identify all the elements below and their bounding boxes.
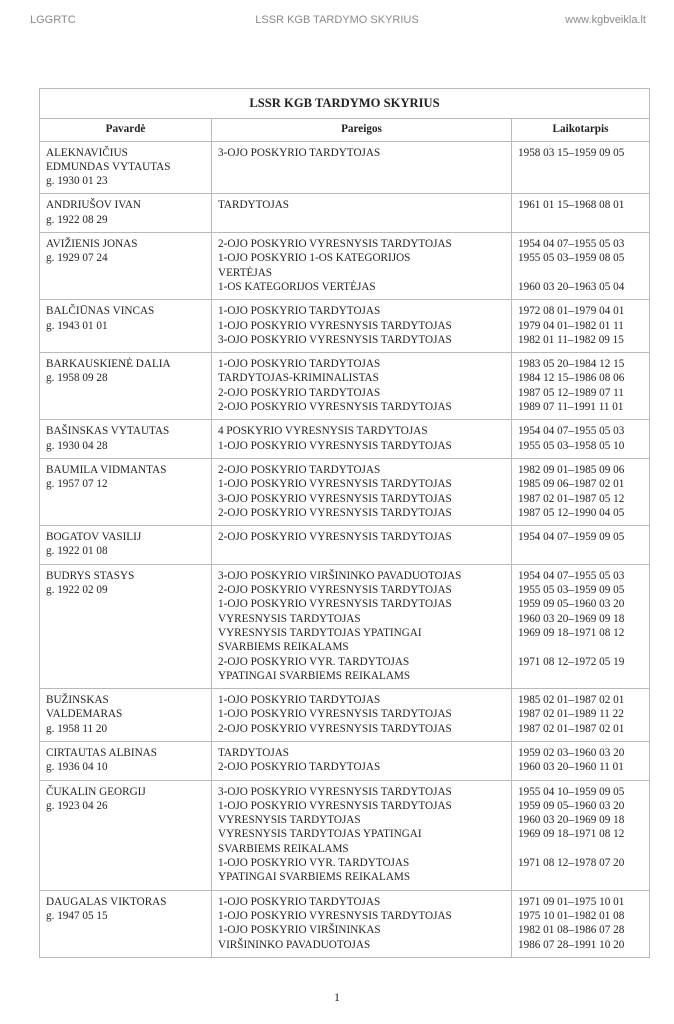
duties-cell	[212, 233, 512, 300]
header-right-text: www.kgbveikla.lt	[565, 14, 646, 26]
period-line	[518, 669, 645, 683]
page-number: 1	[334, 990, 340, 1004]
header-left-text: LGGRTC	[30, 14, 76, 26]
table-row	[40, 564, 650, 688]
period-cell	[512, 741, 650, 780]
period-line: 1986 07 28–1991 10 20	[518, 938, 625, 951]
page-header	[0, 14, 674, 32]
duties-line: 2-OJO POSKYRIO VYRESNYSIS TARDYTOJAS	[218, 722, 452, 735]
period-line: 1982 01 08–1986 07 28	[518, 924, 625, 937]
duties-line: 2-OJO POSKYRIO TARDYTOJAS	[218, 761, 381, 774]
period-cell	[512, 780, 650, 890]
duties-line: TARDYTOJAS	[218, 746, 290, 759]
header-center-text: LSSR KGB TARDYMO SKYRIUS	[255, 14, 419, 26]
table-row	[40, 233, 650, 300]
period-line	[518, 842, 645, 856]
table-row	[40, 741, 650, 780]
duties-line: VYRESNYSIS TARDYTOJAS	[218, 612, 361, 625]
period-line: 1975 10 01–1982 01 08	[518, 909, 625, 922]
table-row	[40, 689, 650, 742]
period-line: 1954 04 07–1955 05 03	[518, 425, 625, 438]
period-line: 1955 05 03–1958 05 10	[518, 439, 625, 452]
period-line: 1987 02 01–1987 02 01	[518, 722, 625, 735]
duties-line: TARDYTOJAS	[218, 199, 290, 212]
period-cell	[512, 300, 650, 353]
name-line: ČUKALIN GEORGIJ	[46, 785, 146, 798]
name-line: DAUGALAS VIKTORAS	[46, 895, 167, 908]
period-cell	[512, 564, 650, 688]
name-line: AVIŽIENIS JONAS	[46, 238, 138, 251]
period-cell	[512, 526, 650, 565]
duties-line: 3-OJO POSKYRIO TARDYTOJAS	[218, 146, 381, 159]
duties-line: 1-OJO POSKYRIO TARDYTOJAS	[218, 358, 381, 371]
duties-line: TARDYTOJAS-KRIMINALISTAS	[218, 372, 379, 385]
duties-line: 2-OJO POSKYRIO TARDYTOJAS	[218, 463, 381, 476]
period-line: 1984 12 15–1986 08 06	[518, 372, 625, 385]
table-row	[40, 780, 650, 890]
duties-line: 1-OJO POSKYRIO TARDYTOJAS	[218, 305, 381, 318]
name-cell	[40, 420, 212, 459]
period-line: 1955 04 10–1959 09 05	[518, 785, 625, 798]
name-cell	[40, 689, 212, 742]
period-line	[518, 266, 645, 280]
period-cell	[512, 194, 650, 233]
name-line: g. 1943 01 01	[46, 319, 108, 332]
name-line: g. 1922 01 08	[46, 545, 108, 558]
period-line: 1954 04 07–1959 09 05	[518, 531, 625, 544]
table-row	[40, 141, 650, 194]
duties-line: VERTĖJAS	[218, 266, 273, 279]
duties-line: SVARBIEMS REIKALAMS	[218, 842, 349, 855]
period-cell	[512, 141, 650, 194]
period-line: 1960 03 20–1969 09 18	[518, 814, 625, 827]
name-line: g. 1922 08 29	[46, 213, 108, 226]
period-line: 1989 07 11–1991 11 01	[518, 401, 624, 414]
duties-line: YPATINGAI SVARBIEMS REIKALAMS	[218, 669, 411, 682]
period-line: 1987 02 01–1989 11 22	[518, 708, 624, 721]
duties-cell	[212, 141, 512, 194]
duties-line: YPATINGAI SVARBIEMS REIKALAMS	[218, 871, 411, 884]
duties-line: 2-OJO POSKYRIO VYRESNYSIS TARDYTOJAS	[218, 401, 452, 414]
name-line: BARKAUSKIENĖ DALIA	[46, 358, 171, 371]
duties-cell	[212, 526, 512, 565]
name-line: ANDRIUŠOV IVAN	[46, 199, 141, 212]
name-line: g. 1930 04 28	[46, 439, 108, 452]
duties-line: 1-OJO POSKYRIO VYRESNYSIS TARDYTOJAS	[218, 799, 452, 812]
table-row	[40, 526, 650, 565]
period-line: 1959 09 05–1960 03 20	[518, 598, 625, 611]
name-cell	[40, 353, 212, 420]
period-cell	[512, 890, 650, 957]
duties-line: 2-OJO POSKYRIO VYRESNYSIS TARDYTOJAS	[218, 506, 452, 519]
name-cell	[40, 141, 212, 194]
name-line: g. 1930 01 23	[46, 175, 108, 188]
table-body	[40, 141, 650, 957]
period-line: 1955 05 03–1959 08 05	[518, 252, 625, 265]
duties-line: 1-OJO POSKYRIO VYRESNYSIS TARDYTOJAS	[218, 708, 452, 721]
duties-line: 1-OJO POSKYRIO VIRŠININKAS	[218, 924, 381, 937]
duties-line: 4 POSKYRIO VYRESNYSIS TARDYTOJAS	[218, 425, 428, 438]
period-line: 1961 01 15–1968 08 01	[518, 199, 625, 212]
period-line: 1959 09 05–1960 03 20	[518, 799, 625, 812]
period-line: 1960 03 20–1969 09 18	[518, 612, 625, 625]
duties-line: 3-OJO POSKYRIO VYRESNYSIS TARDYTOJAS	[218, 333, 452, 346]
duties-line: 3-OJO POSKYRIO VYRESNYSIS TARDYTOJAS	[218, 785, 452, 798]
duties-line: 1-OS KATEGORIJOS VERTĖJAS	[218, 280, 376, 293]
period-line: 1971 08 12–1978 07 20	[518, 857, 625, 870]
duties-cell	[212, 353, 512, 420]
duties-cell	[212, 741, 512, 780]
duties-line: 1-OJO POSKYRIO VYR. TARDYTOJAS	[218, 857, 410, 870]
duties-line: VYRESNYSIS TARDYTOJAS	[218, 814, 361, 827]
name-cell	[40, 194, 212, 233]
name-line: BALČIŪNAS VINCAS	[46, 305, 155, 318]
name-line: g. 1947 05 15	[46, 909, 108, 922]
period-cell	[512, 689, 650, 742]
name-line: BUDRYS STASYS	[46, 569, 135, 582]
duties-line: 1-OJO POSKYRIO TARDYTOJAS	[218, 694, 381, 707]
table-row	[40, 890, 650, 957]
name-cell	[40, 233, 212, 300]
duties-line: 2-OJO POSKYRIO VYRESNYSIS TARDYTOJAS	[218, 584, 452, 597]
table-row	[40, 194, 650, 233]
name-cell	[40, 741, 212, 780]
period-cell	[512, 458, 650, 525]
period-line: 1955 05 03–1959 09 05	[518, 584, 625, 597]
table-row	[40, 458, 650, 525]
table-row	[40, 353, 650, 420]
duties-cell	[212, 890, 512, 957]
period-line: 1972 08 01–1979 04 01	[518, 305, 625, 318]
period-line: 1971 08 12–1972 05 19	[518, 655, 625, 668]
name-line: VALDEMARAS	[46, 708, 123, 721]
name-cell	[40, 458, 212, 525]
period-cell	[512, 353, 650, 420]
period-line: 1954 04 07–1955 05 03	[518, 569, 625, 582]
duties-line: 2-OJO POSKYRIO VYR. TARDYTOJAS	[218, 655, 410, 668]
duties-line: 1-OJO POSKYRIO VYRESNYSIS TARDYTOJAS	[218, 909, 452, 922]
staff-table	[39, 88, 650, 958]
duties-line: 1-OJO POSKYRIO TARDYTOJAS	[218, 895, 381, 908]
duties-cell	[212, 300, 512, 353]
period-cell	[512, 233, 650, 300]
name-line: BOGATOV VASILIJ	[46, 531, 142, 544]
period-line: 1982 01 11–1982 09 15	[518, 333, 624, 346]
name-line: g. 1936 04 10	[46, 761, 108, 774]
table-row	[40, 420, 650, 459]
duties-cell	[212, 458, 512, 525]
name-line: g. 1958 11 20	[46, 722, 108, 735]
duties-line: 3-OJO POSKYRIO VIRŠININKO PAVADUOTOJAS	[218, 569, 462, 582]
name-line: g. 1958 09 28	[46, 372, 108, 385]
name-line: g. 1922 02 09	[46, 584, 108, 597]
name-line: BAUMILA VIDMANTAS	[46, 463, 167, 476]
duties-line: 2-OJO POSKYRIO TARDYTOJAS	[218, 386, 381, 399]
name-cell	[40, 564, 212, 688]
column-header-duties: Pareigos	[212, 119, 512, 141]
period-line: 1960 03 20–1960 11 01	[518, 761, 624, 774]
duties-line: 1-OJO POSKYRIO VYRESNYSIS TARDYTOJAS	[218, 598, 452, 611]
period-line: 1954 04 07–1955 05 03	[518, 238, 625, 251]
period-line: 1983 05 20–1984 12 15	[518, 358, 625, 371]
duties-line: 3-OJO POSKYRIO VYRESNYSIS TARDYTOJAS	[218, 492, 452, 505]
name-line: BUŽINSKAS	[46, 694, 109, 707]
duties-line: 2-OJO POSKYRIO VYRESNYSIS TARDYTOJAS	[218, 238, 452, 251]
duties-cell	[212, 689, 512, 742]
period-line: 1982 09 01–1985 09 06	[518, 463, 625, 476]
name-line: CIRTAUTAS ALBINAS	[46, 746, 157, 759]
duties-line: 1-OJO POSKYRIO 1-OS KATEGORIJOS	[218, 252, 411, 265]
duties-line: 2-OJO POSKYRIO VYRESNYSIS TARDYTOJAS	[218, 531, 452, 544]
name-line: g. 1929 07 24	[46, 252, 108, 265]
period-line: 1959 02 03–1960 03 20	[518, 746, 625, 759]
period-line: 1987 05 12–1989 07 11	[518, 386, 624, 399]
table-row	[40, 300, 650, 353]
period-line: 1958 03 15–1959 09 05	[518, 146, 625, 159]
period-line: 1969 09 18–1971 08 12	[518, 828, 625, 841]
period-line	[518, 640, 645, 654]
name-cell	[40, 300, 212, 353]
name-cell	[40, 780, 212, 890]
period-line: 1971 09 01–1975 10 01	[518, 895, 625, 908]
table-title: LSSR KGB TARDYMO SKYRIUS	[40, 89, 650, 119]
duties-cell	[212, 780, 512, 890]
name-line: EDMUNDAS VYTAUTAS	[46, 160, 171, 173]
period-line: 1979 04 01–1982 01 11	[518, 319, 624, 332]
period-line: 1987 02 01–1987 05 12	[518, 492, 625, 505]
name-line: ALEKNAVIČIUS	[46, 146, 128, 159]
period-line: 1985 02 01–1987 02 01	[518, 694, 625, 707]
period-line	[518, 870, 645, 884]
duties-line: SVARBIEMS REIKALAMS	[218, 641, 349, 654]
period-line: 1960 03 20–1963 05 04	[518, 280, 625, 293]
duties-cell	[212, 420, 512, 459]
name-line: g. 1957 07 12	[46, 478, 108, 491]
duties-cell	[212, 564, 512, 688]
name-cell	[40, 526, 212, 565]
name-line: BAŠINSKAS VYTAUTAS	[46, 425, 170, 438]
duties-cell	[212, 194, 512, 233]
column-header-period: Laikotarpis	[512, 119, 650, 141]
name-line: g. 1923 04 26	[46, 799, 108, 812]
duties-line: VYRESNYSIS TARDYTOJAS YPATINGAI	[218, 828, 422, 841]
column-header-name: Pavardė	[40, 119, 212, 141]
duties-line: 1-OJO POSKYRIO VYRESNYSIS TARDYTOJAS	[218, 439, 452, 452]
name-cell	[40, 890, 212, 957]
period-line: 1985 09 06–1987 02 01	[518, 478, 625, 491]
period-line: 1987 05 12–1990 04 05	[518, 506, 625, 519]
duties-line: VIRŠININKO PAVADUOTOJAS	[218, 938, 371, 951]
duties-line: 1-OJO POSKYRIO VYRESNYSIS TARDYTOJAS	[218, 319, 452, 332]
period-line: 1969 09 18–1971 08 12	[518, 626, 625, 639]
duties-line: 1-OJO POSKYRIO VYRESNYSIS TARDYTOJAS	[218, 478, 452, 491]
duties-line: VYRESNYSIS TARDYTOJAS YPATINGAI	[218, 626, 422, 639]
period-cell	[512, 420, 650, 459]
